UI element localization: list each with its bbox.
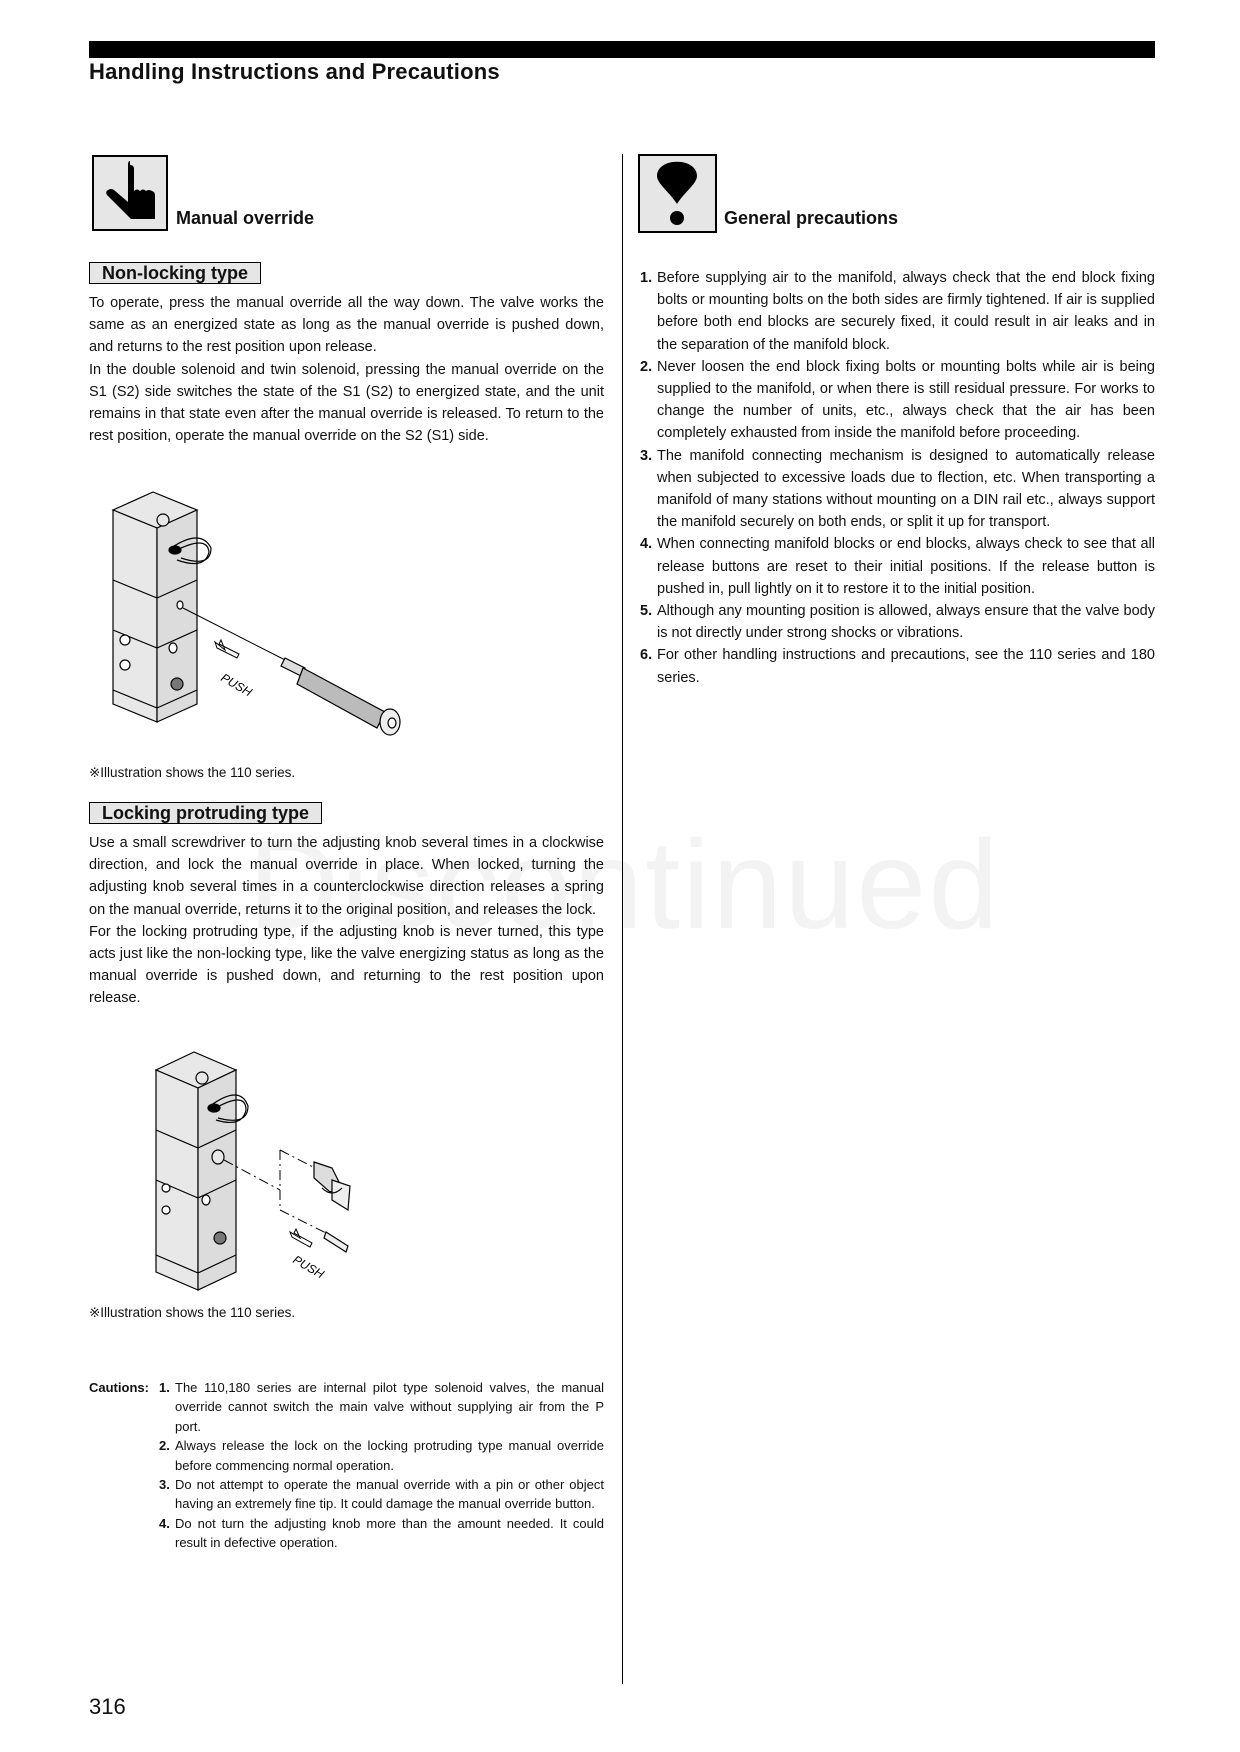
caution-text: The 110,180 series are internal pilot type solenoid valves, the manual override cannot switch the main valve without supplying air from the P port. bbox=[175, 1380, 604, 1434]
paragraph: In the double solenoid and twin solenoid, pressing the manual override on the S1 (S2) side switches the state of the S1 (S2) to energized state, and the unit remains in that state even after the manual override is released. To return to the rest position, operate the manual override on the S2 (S1) side. bbox=[89, 361, 604, 445]
precaution-number: 4. bbox=[640, 536, 653, 553]
precaution-number: 3. bbox=[640, 447, 653, 464]
caution-text: Do not turn the adjusting knob more than the amount needed. It could result in defective operation. bbox=[175, 1515, 604, 1551]
section-title-manual-override: Manual override bbox=[176, 208, 315, 228]
precaution-text: The manifold connecting mechanism is designed to automatically release when subjected to excessive loads due to flection, etc. When transporting a manifold of many stations without mounting on a DIN rail etc., always support the manifold securely on both ends, or split it up for transport. bbox=[657, 447, 1155, 531]
column-divider bbox=[622, 154, 623, 1684]
precaution-text: Before supplying air to the manifold, always check that the end block fixing bolts or mounting bolts on the both sides are firmly tightened. If air is supplied before both end blocks are securely fixed, it could result in air leaks and in the separation of the manifold block. bbox=[657, 270, 1155, 353]
precaution-number: 2. bbox=[640, 358, 653, 375]
precaution-text: For other handling instructions and precautions, see the 110 series and 180 series. bbox=[657, 647, 1155, 686]
caution-item bbox=[159, 1514, 604, 1553]
paragraph: To operate, press the manual override all the way down. The valve works the same as an energized state as long as the manual override is pushed down, and returns to the rest position upon release. bbox=[89, 295, 604, 356]
paragraph: Use a small screwdriver to turn the adjusting knob several times in a clockwise direction, and lock the manual override in place. When locked, turning the adjusting knob several times in a counterclockwise direction releases a spring on the manual override, returns it to the original position, and releases the lock. bbox=[89, 835, 604, 918]
header-bar bbox=[89, 41, 1155, 58]
precaution-item bbox=[640, 533, 1155, 600]
illustration-locking-valve bbox=[150, 1050, 390, 1300]
caution-number: 1. bbox=[159, 1380, 170, 1395]
precaution-text: Never loosen the end block fixing bolts or mounting bolts while air is being supplied to the manifold, or when there is still residual pressure. For works to change the number of units, etc., always check that the air has been completely exhausted from inside the manifold before proceeding. bbox=[657, 358, 1155, 442]
paragraph: For the locking protruding type, if the adjusting knob is never turned, this type acts just like the non-locking type, like the valve energizing status as long as the manual override is pushed down, and returning to the rest position upon release. bbox=[89, 923, 604, 1007]
caution-item bbox=[159, 1436, 604, 1475]
pointing-hand-icon bbox=[92, 155, 168, 231]
exclamation-icon bbox=[638, 154, 717, 233]
caution-number: 4. bbox=[159, 1515, 170, 1531]
precaution-item bbox=[640, 356, 1155, 445]
push-label: PUSH bbox=[290, 1252, 327, 1282]
section-title-general-precautions: General precautions bbox=[724, 208, 899, 228]
caution-item bbox=[159, 1378, 604, 1436]
illustration-note: ※Illustration shows the 110 series. bbox=[89, 765, 296, 780]
precaution-item bbox=[640, 600, 1155, 644]
caution-item bbox=[159, 1475, 604, 1514]
illustration-note: ※Illustration shows the 110 series. bbox=[89, 1305, 296, 1320]
precaution-item bbox=[640, 267, 1155, 356]
cautions bbox=[89, 1378, 604, 1553]
cautions-label: Cautions: bbox=[89, 1380, 149, 1395]
precaution-text: When connecting manifold blocks or end blocks, always check to see that all release buttons are reset to their initial positions. If the release button is pushed in, pull lightly on it to restore it to the initial position. bbox=[657, 536, 1155, 597]
precaution-number: 5. bbox=[640, 603, 653, 620]
locking-description bbox=[89, 832, 604, 1010]
caution-text: Do not attempt to operate the manual override with a pin or other object having an extremely fine tip. It could damage the manual override button. bbox=[175, 1477, 604, 1512]
precaution-item bbox=[640, 445, 1155, 534]
caution-text: Always release the lock on the locking protruding type manual override before commencing normal operation. bbox=[175, 1438, 604, 1473]
page-number: 316 bbox=[89, 1694, 126, 1719]
page-title: Handling Instructions and Precautions bbox=[89, 59, 500, 84]
tag-locking-protruding-type: Locking protruding type bbox=[89, 802, 322, 824]
tag-non-locking-type: Non-locking type bbox=[89, 262, 261, 284]
push-label: PUSH bbox=[218, 670, 255, 700]
general-precautions-list bbox=[640, 267, 1155, 689]
caution-number: 3. bbox=[159, 1477, 170, 1493]
precaution-number: 6. bbox=[640, 647, 653, 664]
precaution-text: Although any mounting position is allowed, always ensure that the valve body is not directly under strong shocks or vibrations. bbox=[657, 603, 1155, 642]
precaution-item bbox=[640, 644, 1155, 688]
caution-number: 2. bbox=[159, 1438, 170, 1454]
precaution-number: 1. bbox=[640, 270, 653, 286]
non-locking-description bbox=[89, 292, 604, 447]
illustration-non-locking-valve bbox=[105, 490, 425, 750]
